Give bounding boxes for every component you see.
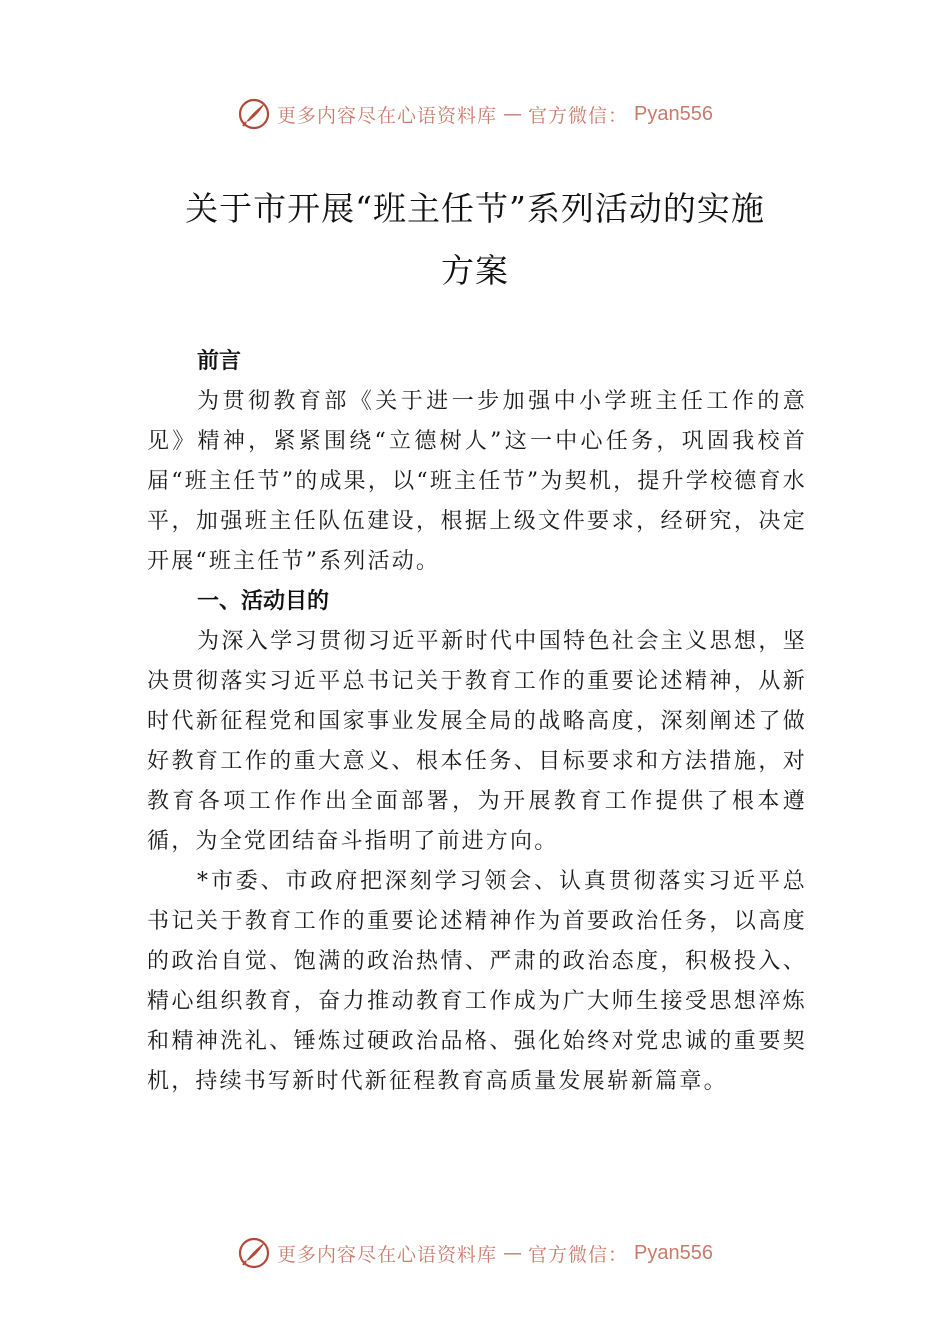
watermark-text: 更多内容尽在心语资料库: [277, 1243, 498, 1266]
watermark-id: Pyan556: [634, 102, 713, 125]
preface-heading: 前言: [197, 349, 242, 374]
watermark-label: 官方微信：: [528, 1243, 629, 1266]
document-title-line-2: 方案: [441, 251, 509, 290]
preface-paragraph: 为贯彻教育部《关于进一步加强中小学班主任工作的意见》精神，紧紧围绕“立德树人”这一中心任务，巩固我校首届“班主任节”的成果，以“班主任节”为契机，提升学校德育水平，加强班主任队伍建设，根据上级文件要求，经研究，决定开展“班主任节”系列活动。: [147, 389, 807, 574]
header-watermark: [0, 94, 950, 134]
document-body: [147, 342, 807, 1102]
watermark-id: Pyan556: [634, 1241, 713, 1264]
quill-pen-logo-icon: [237, 1236, 271, 1270]
footer-watermark: [0, 1233, 950, 1273]
goal-heading: 一、活动目的: [197, 589, 330, 614]
goal-paragraph-2: *市委、市政府把深刻学习领会、认真贯彻落实习近平总书记关于教育工作的重要论述精神作为首要政治任务，以高度的政治自觉、饱满的政治热情、严肃的政治态度，积极投入、精心组织教育，奋力推动教育工作成为广大师生接受思想淬炼和精神洗礼、锤炼过硬政治品格、强化始终对党忠诚的重要契机，持续书写新时代新征程教育高质量发展崭新篇章。: [147, 869, 807, 1094]
quill-pen-logo-icon: [237, 97, 271, 131]
watermark-separator: —: [503, 1242, 523, 1264]
watermark-label: 官方微信：: [528, 104, 629, 127]
goal-paragraph-1: 为深入学习贯彻习近平新时代中国特色社会主义思想，坚决贯彻落实习近平总书记关于教育工作的重要论述精神，从新时代新征程党和国家事业发展全局的战略高度，深刻阐述了做好教育工作的重大意义、根本任务、目标要求和方法措施，对教育各项工作作出全面部署，为开展教育工作提供了根本遵循，为全党团结奋斗指明了前进方向。: [147, 629, 807, 854]
watermark-separator: —: [503, 103, 523, 125]
watermark-text: 更多内容尽在心语资料库: [277, 104, 498, 127]
document-title-line-1: 关于市开展“班主任节”系列活动的实施: [185, 189, 765, 228]
